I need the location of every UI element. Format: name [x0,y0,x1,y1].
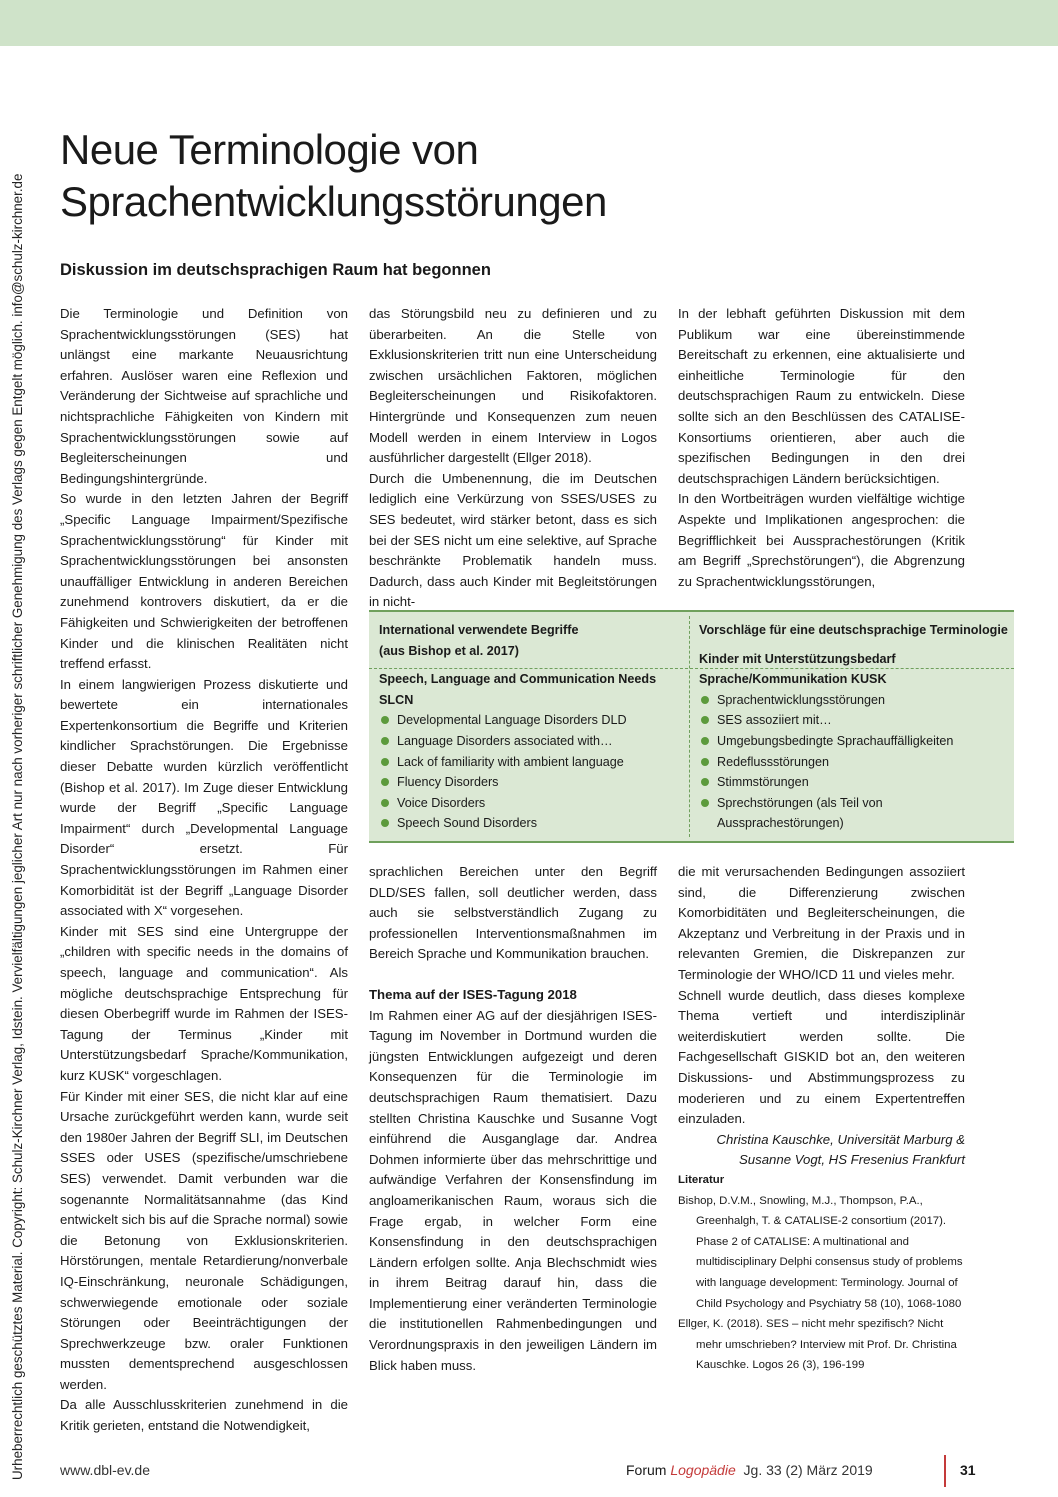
bullet-icon [381,716,389,724]
column-1 [60,304,348,1437]
column-3-bottom [678,862,965,1171]
article-subtitle: Diskussion im deutschsprachigen Raum hat begonnen [60,261,491,279]
journal-logo: Logopädie [670,1462,736,1478]
column-2-bottom [369,862,657,1376]
paragraph: sprachlichen Bereichen unter den Begriff DLD/SES fallen, soll deutlicher werden, dass auch sie selbstverständlich Zugang zu professionellen Interventionsmaßnahmen im Bereich Sprache und Kommunikation brauchen. [369,864,657,962]
list-item: Sprachentwicklungsstörungen [699,690,1009,711]
reference-entry: Bishop, D.V.M., Snowling, M.J., Thompson, P.A., Greenhalgh, T. & CATALISE-2 consortium (2017). Phase 2 of CATALISE: A multinational and multidisciplinary Delphi consensus study of problems with language development: Terminology. Journal of Child Psychology and Psychiatry 58 (10), 1068-1080 [678,1194,963,1310]
bullet-icon [381,799,389,807]
journal-name: Forum [626,1462,667,1478]
paragraph: In der lebhaft geführten Diskussion mit dem Publikum war eine übereinstimmende Bereitschaft zu erkennen, eine aktualisierte und einheitliche Terminologie für den deutschsprachigen Raum zu entwickeln. Diese sollte sich an den Beschlüssen des CATALISE-Konsortiums orientieren, aber auch die spezifischen Bedingungen in den drei deutschsprachigen Ländern berücksichtigen. [678,306,965,486]
author-signature-2: Susanne Vogt, HS Fresenius Frankfurt [738,1152,965,1168]
bullet-icon [701,737,709,745]
copyright-notice: Urheberrechtlich geschütztes Material. Copyright: Schulz-Kirchner Verlag, Idstein. Vervielfältigungen jeglicher Art nur nach vorheriger schriftlicher Genehmigung des Verlags gegen Entgelt möglich. info@schulz-kirchner.de [10,173,25,1480]
paragraph: Kinder mit SES sind eine Untergruppe der „children with specific needs in the domains of speech, language and communication“. Als mögliche deutschsprachige Entsprechung für diesen Oberbegriff wurde im Rahmen der ISES-Tagung der Terminus „Kinder mit Unterstützungsbedarf Sprache/Kommunikation, kurz KUSK“ vorgeschlagen. [60,923,348,1083]
international-terms-list [379,710,679,834]
title-line-2: Sprachentwicklungsstörungen [60,178,607,225]
paragraph: Durch die Umbenennung, die im Deutschen lediglich eine Verkürzung von SSES/USES zu SES bedeutet, wird stärker betont, dass es sich bei der SES nicht um eine selektive, auf Sprache beschränkte Problematik handeln muss. Dadurch, dass auch Kinder mit Begleitstörungen in nicht- [369,470,657,610]
bullet-icon [701,716,709,724]
bullet-icon [381,819,389,827]
footer-divider [944,1455,946,1487]
section-heading: Thema auf der ISES-Tagung 2018 [369,986,577,1002]
paragraph: Schnell wurde deutlich, dass dieses komplexe Thema vertieft und interdisziplinär weiterdiskutiert werden sollte. Die Fachgesellschaft GISKID bot an, den weiteren Diskussions- und Abstimmungsprozess zu moderieren und zu einem Expertentreffen einzuladen. [678,987,965,1127]
list-item: Redeflussstörungen [699,752,1009,773]
column-2-top [369,304,657,613]
table-column-divider [689,616,690,837]
table-column-international [379,620,679,834]
footer-website-link[interactable]: www.dbl-ev.de [60,1462,151,1478]
bullet-icon [701,778,709,786]
paragraph: die mit verursachenden Bedingungen assoziiert sind, die Differenzierung zwischen Komorbiditäten und Begleiterscheinungen, die Akzeptanz und Verbreitung in der Praxis und in relevanten Gremien, die Diskrepanzen zur Terminologie der WHO/ICD 11 und vieles mehr. [678,864,965,982]
page-number: 31 [960,1462,976,1478]
paragraph: Da alle Ausschlusskriterien zunehmend in die Kritik gerieten, entstand die Notwendigkeit, [60,1397,348,1434]
author-signature-1: Christina Kauschke, Universität Marburg & [716,1131,965,1147]
header-band [0,0,1058,46]
footer-journal [626,1459,873,1481]
bullet-icon [381,758,389,766]
terminology-table [369,610,1014,843]
bullet-icon [381,778,389,786]
title-line-1: Neue Terminologie von [60,126,479,173]
list-item: Developmental Language Disorders DLD [379,710,679,731]
list-item: Lack of familiarity with ambient language [379,752,679,773]
list-item: Voice Disorders [379,793,679,814]
bullet-icon [701,696,709,704]
list-item: Speech Sound Disorders [379,813,679,834]
list-item: SES assoziiert mit… [699,710,1009,731]
list-item: Language Disorders associated with… [379,731,679,752]
paragraph: In einem langwierigen Prozess diskutierte und bewertete ein internationales Expertenkonsortium die Begriffe und Kriterien kindlicher Sprachstörungen. Die Ergebnisse dieser Debatte wurden kürzlich veröffentlicht (Bishop et al. 2017). Im Zuge dieser Entwicklung wurde der Begriff „Specific Language Impairment“ durch „Developmental Language Disorder“ ersetzt. Für Sprachentwicklungsstörungen im Rahmen einer Komorbidität ist der Begriff „Language Disorder associated with X“ vorgesehen. [60,676,348,919]
paragraph: Im Rahmen einer AG auf der diesjährigen ISES-Tagung im November in Dortmund wurden die jüngsten Entwicklungen aufgezeigt und deren Konsequenzen für die Terminologie im deutschsprachigen Raum thematisiert. Dazu stellten Christina Kauschke und Susanne Vogt einführend die Ausganglage dar. Andrea Dohmen informierte über das mehrschrittige und aufwändige Verfahren der Konsensfindung im angloamerikanischen Raum, woraus sich die Frage ergab, in welcher Form eine Konsensfindung in den deutschsprachigen Ländern erfolgen sollte. Anja Blechschmidt wies in ihrem Beitrag darauf hin, dass die Implementierung einer veränderten Terminologie die institutionellen Rahmenbedingungen und Verordnungspraxis in den jeweiligen Ländern im Blick haben muss. [369,1007,657,1373]
paragraph: In den Wortbeiträgen wurden vielfältige wichtige Aspekte und Implikationen angesprochen: die Begrifflichkeit bei Aussprachestörungen (Kritik am Begriff „Sprechstörungen“), die Abgrenzung zu Sprachentwicklungsstörungen, [678,491,965,589]
paragraph: das Störungsbild neu zu definieren und zu überarbeiten. An die Stelle von Exklusionskriterien tritt nun eine Unterscheidung zwischen ursächlichen Faktoren, möglichen Begleiterscheinungen und Risikofaktoren. Hintergründe und Konsequenzen zum neuen Modell werden in einem Interview in Logos ausführlicher dargestellt (Ellger 2018). [369,306,657,466]
list-item: Umgebungsbedingte Sprachauffälligkeiten [699,731,1009,752]
list-item: Stimmstörungen [699,772,1009,793]
list-item: Fluency Disorders [379,772,679,793]
reference-entry: Ellger, K. (2018). SES – nicht mehr spezifisch? Nicht mehr umschrieben? Interview mit Prof. Dr. Christina Kauschke. Logos 26 (3), 196-199 [678,1318,957,1372]
article-title [60,124,760,228]
table-subheader-slcn: Speech, Language and Communication Needs SLCN [379,672,657,707]
literature-heading: Literatur [678,1174,725,1186]
table-header-international: International verwendete Begriffe (aus Bishop et al. 2017) [379,623,579,658]
list-item: Sprechstörungen (als Teil von Aussprachestörungen) [699,793,1009,834]
column-3-top [678,304,965,592]
german-terms-list [699,690,1009,834]
table-header-german: Vorschläge für eine deutschsprachige Terminologie [699,623,1008,637]
paragraph: Für Kinder mit einer SES, die nicht klar auf eine Ursache zurückgeführt werden kann, wurde seit den 1980er Jahren der Begriff SLI, im Deutschen SSES oder USES (spezifische/umschriebene SES) verwendet. Damit verbunden war die sogenannte Normalitätsannahme (das Kind entwickelt sich bis auf die Sprache normal) sowie die Betonung von Exklusionskriterien. Hörstörungen, mentale Retardierung/nonverbale IQ-Einschränkung, neuronale Schädigungen, schwerwiegende emotionale oder soziale Störungen oder Beeinträchtigungen der Sprechwerkzeuge bzw. oraler Funktionen mussten dementsprechend ausgeschlossen werden. [60,1088,348,1392]
literature-section [678,1170,965,1376]
spacer [369,965,657,985]
paragraph: Die Terminologie und Definition von Sprachentwicklungsstörungen (SES) hat unlängst eine markante Neuausrichtung erfahren. Auslöser waren eine Reflexion und Veränderung der Sichtweise auf sprachliche und nichtsprachliche Fähigkeiten von Kindern mit Sprachentwicklungsstörungen sowie auf Begleiterscheinungen und Bedingungshintergründe. [60,306,348,486]
paragraph: So wurde in den letzten Jahren der Begriff „Specific Language Impairment/Spezifische Sprachentwicklungsstörung“ für Kinder mit Sprachentwicklungsstörungen bei ansonsten unauffälliger Entwicklung in anderen Bereichen zunehmend kontrovers diskutiert, da er die Fähigkeiten und Schwierigkeiten der betroffenen Kinder und die klinischen Realitäten nicht treffend erfasst. [60,491,348,672]
table-subheader-kusk: Kinder mit Unterstützungsbedarf Sprache/Kommunikation KUSK [699,651,896,687]
journal-issue: Jg. 33 (2) März 2019 [743,1462,873,1478]
bullet-icon [701,799,709,807]
bullet-icon [701,758,709,766]
bullet-icon [381,737,389,745]
table-column-german [699,620,1009,834]
